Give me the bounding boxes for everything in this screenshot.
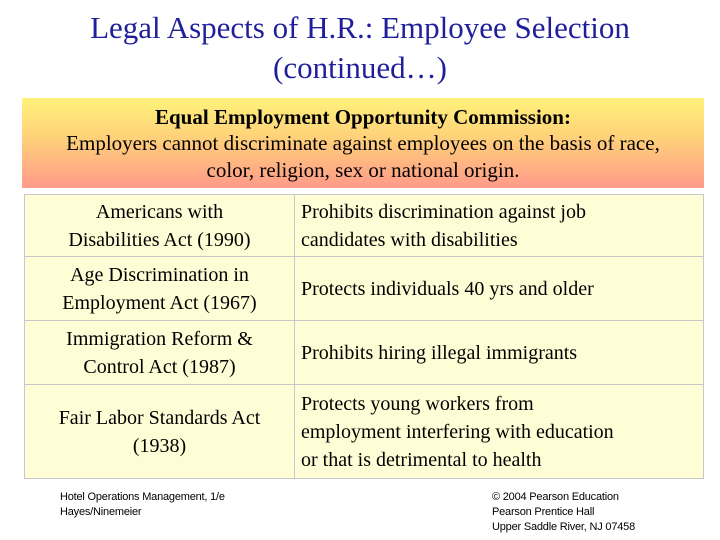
- law-description-line-2: employment interfering with education: [301, 420, 614, 443]
- footer-book-title: Hotel Operations Management, 1/e: [60, 491, 225, 503]
- law-description-line-3: or that is detrimental to health: [301, 448, 542, 471]
- law-name-line-1: Fair Labor Standards Act: [58, 406, 261, 429]
- eeoc-body-line-1: Employers cannot discriminate against employees on the basis of race,: [66, 131, 660, 155]
- footer-authors: Hayes/Ninemeier: [60, 506, 142, 518]
- law-name-line-1: Immigration Reform &: [66, 327, 253, 350]
- law-description-line-1: Protects young workers from: [301, 392, 534, 415]
- law-description: [295, 257, 704, 321]
- law-description: [295, 385, 704, 479]
- law-description-line-1: Prohibits hiring illegal immigrants: [301, 341, 578, 364]
- table-row: [25, 321, 704, 385]
- law-description: [295, 321, 704, 385]
- law-name-line-2: Control Act (1987): [83, 355, 236, 378]
- law-description: [295, 195, 704, 257]
- eeoc-body-line-2: color, religion, sex or national origin.: [206, 158, 520, 182]
- footer-publisher-address: Upper Saddle River, NJ 07458: [492, 521, 635, 533]
- footer-publisher: [492, 490, 635, 535]
- slide-title: [0, 8, 720, 88]
- law-name-line-1: Age Discrimination in: [70, 263, 249, 286]
- table-row: [25, 257, 704, 321]
- slide-title-line-1: Legal Aspects of H.R.: Employee Selection: [90, 10, 630, 45]
- footer-copyright: © 2004 Pearson Education: [492, 491, 619, 503]
- law-description-line-1: Protects individuals 40 yrs and older: [301, 277, 594, 300]
- law-name-line-2: Employment Act (1967): [62, 291, 257, 314]
- law-name-line-2: (1938): [132, 434, 187, 457]
- footer-publisher-name: Pearson Prentice Hall: [492, 506, 595, 518]
- law-description-line-2: candidates with disabilities: [301, 228, 518, 251]
- law-name-line-2: Disabilities Act (1990): [68, 228, 251, 251]
- table-row: [25, 195, 704, 257]
- law-name-line-1: Americans with: [95, 200, 224, 223]
- law-name: [25, 321, 295, 385]
- eeoc-body: [22, 130, 704, 184]
- footer-book-credit: [60, 490, 225, 520]
- law-name: [25, 195, 295, 257]
- eeoc-panel: [22, 98, 704, 188]
- slide-title-line-2: (continued…): [273, 50, 447, 85]
- eeoc-heading: Equal Employment Opportunity Commission:: [155, 105, 571, 129]
- law-name: [25, 257, 295, 321]
- law-name: [25, 385, 295, 479]
- law-description-line-1: Prohibits discrimination against job: [301, 200, 586, 223]
- table-row: [25, 385, 704, 479]
- laws-table: [24, 194, 704, 479]
